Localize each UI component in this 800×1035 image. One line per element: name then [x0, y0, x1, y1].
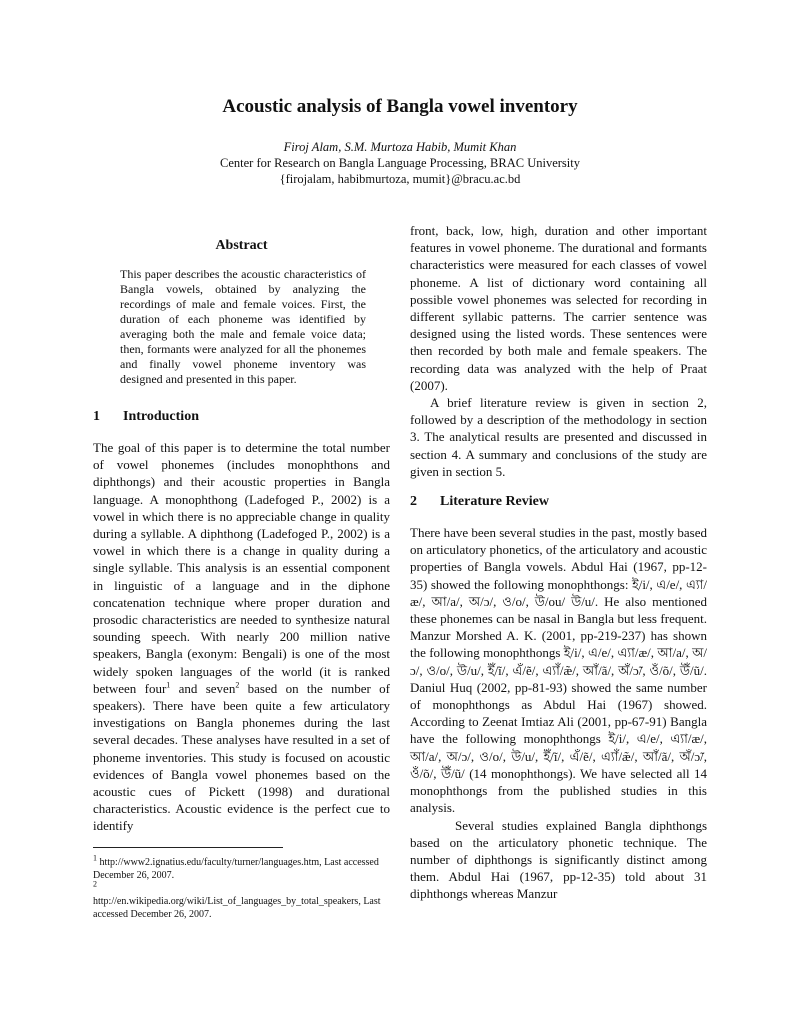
footnote-text: http://www2.ignatius.edu/faculty/turner/languages.htm, Last accessed December 26, 2007.	[93, 856, 379, 881]
intro-text-part: and seven	[170, 680, 236, 696]
right-column	[410, 222, 707, 903]
footnote-marker: 2	[235, 680, 240, 690]
left-column	[93, 238, 390, 921]
section-title: Introduction	[123, 409, 199, 424]
section-heading-literature-review	[410, 494, 707, 510]
right-paragraph-1: front, back, low, high, duration and other important features in vowel phoneme. The durational and formants characteristics were measured for each classes of vowel phoneme. A list of dictionary word containing all possible vowel phonemes was selected for recording in different syllabic patterns. The carrier sentence was designed using the listed words. These sentences were then recorded by both male and female speakers. The recording data was analyzed with the help of Praat (2007).	[410, 223, 707, 393]
footnote-mark: 1	[93, 853, 97, 863]
paper-title: Acoustic analysis of Bangla vowel inventory	[222, 96, 578, 117]
section-heading-introduction	[93, 409, 390, 425]
footnote-text: http://en.wikipedia.org/wiki/List_of_languages_by_total_speakers, Last accessed December 26, 2007.	[93, 895, 381, 920]
abstract-heading: Abstract	[215, 238, 268, 253]
footnote-2	[93, 879, 390, 921]
section-number: 2	[410, 494, 417, 510]
intro-paragraph	[93, 439, 390, 835]
footnote-divider	[93, 847, 283, 848]
footnote-mark: 2	[93, 879, 97, 889]
literature-paragraph-2: Several studies explained Bangla diphthongs based on the articulatory phonetic technique. The number of diphthongs is significantly distinct among them. Abdul Hai (1967, pp-12-35) told about 31 diphthongs whereas Manzur	[410, 817, 707, 902]
literature-paragraph-1: There have been several studies in the past, mostly based on articulatory phonetics, of the articulatory and acoustic properties of Bangla vowels. Abdul Hai (1967, pp-12-35) showed the following monophthongs: ই/i/, এ/e/, এ্যা/æ/, আ/a/, অ/ɔ/, ও/o/, উ/ou/ উ/u/. He also mentioned these phonemes can be nasal in Bangla but less frequent. Manzur Morshed A. K. (2001, pp-219-237) has shown the following monophthongs ই/i/, এ/e/, এ্যা/æ/, আ/a/, অ/ɔ/, ও/o/, উ/u/, ইঁ/ĩ/, এঁ/ẽ/, এ্যাঁ/æ̃/, আঁ/ã/, অঁ/ɔ̃/, ওঁ/õ/, উঁ/ũ/. Daniul Huq (2002, pp-81-93) showed the same number of monophthongs as Abdul Hai (1967) showed. According to Zeenat Imtiaz Ali (2001, pp-67-91) Bangla have the following monophthongs ই/i/, এ/e/, এ্যা/æ/, আ/a/, অ/ɔ/, ও/o/, উ/u/, ইঁ/ĩ/, এঁ/ẽ/, এ্যাঁ/æ̃/, আঁ/ã/, অঁ/ɔ̃/, ওঁ/õ/, উঁ/ũ/ (14 monophthongs). We have selected all 14 monophthongs from the published studies in this analysis.	[410, 525, 707, 816]
intro-text-part: based on the number of speakers). There have been quite a few articulatory investigations on Bangla phonemes during the last several decades. These analyses have resulted in a set of phoneme inventories. This study is focused on acoustic evidences of Bangla vowel phonemes based on the acoustic cues of Pickett (1998) and durational characteristics. Acoustic evidence is the perfect cue to identify	[93, 680, 390, 834]
intro-text-part: The goal of this paper is to determine the total number of vowel phonemes (includes monophthons and diphthongs) and their acoustic properties in Bangla language. A monophthong (Ladefoged P., 2002) is a vowel in which there is no appreciable change in quality during a syllable. A diphthong (Ladefoged P., 2002) is a vowel in which there is a change in quality during a single syllable. This analysis is an essential component in linguistic of a language and in the diphone concatenation technique where proper duration and prosodic characteristics are needed to synthesize natural sounding speech. With nearly 200 million native speakers, Bangla (exonym: Bengali) is one of the most widely spoken languages of the world (it is ranked between four	[93, 440, 390, 696]
section-number: 1	[93, 409, 100, 424]
section-title: Literature Review	[440, 494, 549, 510]
author-block	[0, 139, 800, 187]
author-affiliation: Center for Research on Bangla Language Processing, BRAC University	[220, 156, 580, 170]
abstract-body: This paper describes the acoustic characteristics of Bangla vowels, obtained by analyzing the recordings of male and female voices. First, the duration of each phoneme was identified by averaging both the male and female voice data; then, formants were analyzed for all the phonemes and finally vowel phoneme inventory was designed and presented in this paper.	[120, 267, 366, 386]
footnote-1	[93, 853, 390, 882]
footnote-marker: 1	[166, 680, 171, 690]
author-names: Firoj Alam, S.M. Murtoza Habib, Mumit Khan	[283, 140, 517, 154]
right-paragraph-2: A brief literature review is given in section 2, followed by a description of the methodology in section 3. The analytical results are presented and discussed in section 4. A summary and conclusions of the study are given in section 5.	[410, 395, 707, 479]
author-emails: {firojalam, habibmurtoza, mumit}@bracu.ac.bd	[279, 172, 521, 186]
